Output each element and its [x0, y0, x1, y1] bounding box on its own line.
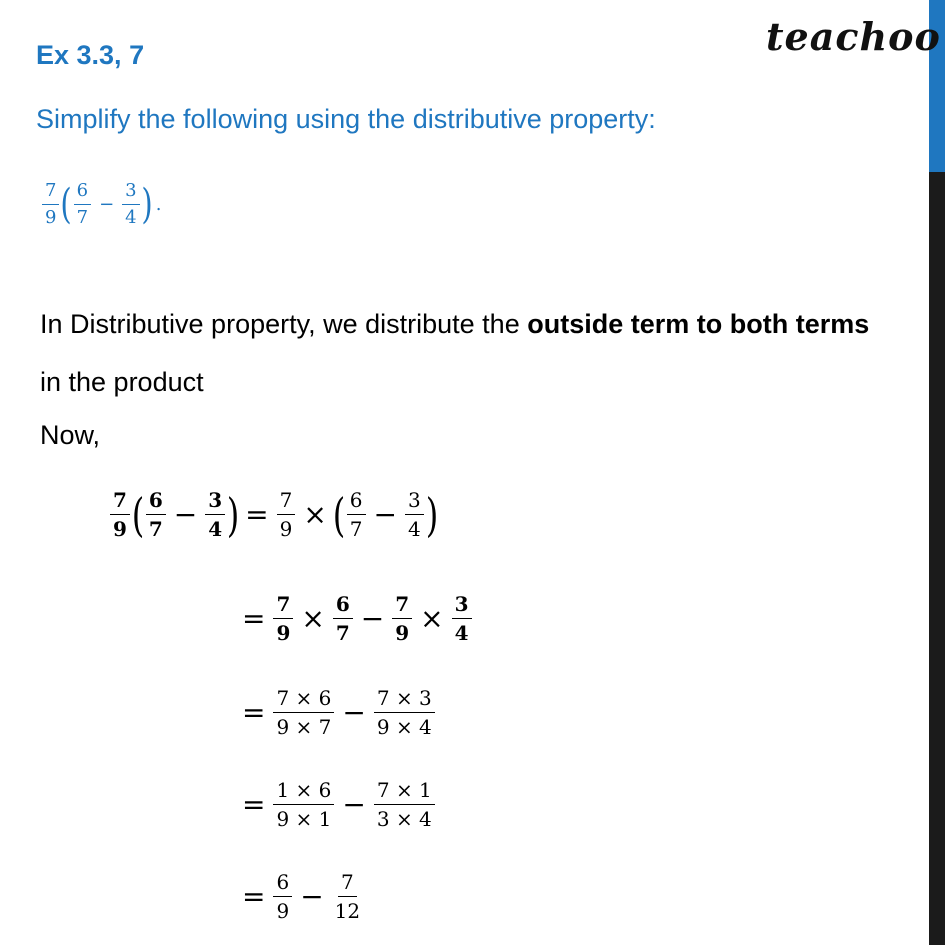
minus-sign: − — [342, 788, 366, 821]
equals-sign: = — [242, 788, 266, 821]
now-label: Now, — [40, 420, 101, 450]
s5-fraction-2: $\frac{7}{12}$ — [334, 870, 361, 923]
s2-fraction-b: $\frac{6}{7}$ — [333, 594, 353, 643]
minus-sign: − — [99, 194, 115, 215]
equals-sign: = — [242, 602, 266, 635]
right-paren: ) — [141, 179, 153, 228]
step-row-4 — [236, 780, 437, 829]
minus-sign: − — [300, 880, 324, 913]
s1-fraction-c: $\frac{3}{4}$ — [405, 490, 424, 539]
explanation-bold-text: outside term to both terms — [527, 309, 870, 339]
teachoo-logo: teachoo — [766, 14, 941, 59]
s5-fraction-1: $\frac{6}{9}$ — [273, 872, 292, 921]
times-sign: × — [301, 602, 325, 635]
fraction-3-4: $\frac{3}{4}$ — [122, 182, 139, 227]
step-row-3 — [236, 688, 437, 737]
s1-right-paren: ) — [425, 487, 438, 542]
explanation-text-1: In Distributive property, we distribute the — [40, 309, 528, 339]
explanation-text-2: in the product — [40, 367, 204, 397]
times-sign: × — [303, 498, 327, 531]
minus-sign: − — [360, 602, 385, 635]
question-prompt: Simplify the following using the distributive property: — [36, 104, 656, 134]
s2-fraction-c: $\frac{7}{9}$ — [392, 594, 412, 643]
s3-fraction-2: $\frac{7 \times 3}{9 \times 4}$ — [374, 688, 435, 737]
s2-fraction-a: $\frac{7}{9}$ — [273, 594, 293, 643]
s3-fraction-1: $\frac{7 \times 6}{9 \times 7}$ — [273, 688, 334, 737]
s1-fraction-a: $\frac{7}{9}$ — [277, 490, 296, 539]
lhs-fraction-a: $\frac{7}{9}$ — [110, 490, 130, 539]
s1-minus: − — [373, 498, 397, 531]
question-expression — [40, 179, 162, 228]
step-row-5 — [236, 872, 365, 921]
page-title: Ex 3.3, 7 — [36, 40, 145, 70]
step-row-1 — [108, 487, 438, 542]
s4-fraction-1: $\frac{1 \times 6}{9 \times 1}$ — [273, 780, 334, 829]
lhs-fraction-b: $\frac{6}{7}$ — [146, 490, 166, 539]
period: . — [155, 194, 162, 215]
equals-sign: = — [245, 498, 269, 531]
lhs-right-paren: ) — [226, 487, 240, 542]
left-paren: ( — [60, 179, 73, 228]
equals-sign: = — [242, 696, 266, 729]
lhs-minus: − — [173, 498, 198, 531]
s4-fraction-2: $\frac{7 \times 1}{3 \times 4}$ — [374, 780, 435, 829]
lhs-left-paren: ( — [131, 487, 145, 542]
minus-sign: − — [342, 696, 366, 729]
step-row-2 — [236, 594, 474, 643]
s1-fraction-b: $\frac{6}{7}$ — [347, 490, 366, 539]
fraction-7-9: $\frac{7}{9}$ — [42, 182, 59, 227]
lhs-fraction-c: $\frac{3}{4}$ — [205, 490, 225, 539]
s1-left-paren: ( — [332, 487, 346, 542]
s2-fraction-d: $\frac{3}{4}$ — [452, 594, 472, 643]
equals-sign: = — [242, 880, 266, 913]
times-sign-2: × — [420, 602, 444, 635]
fraction-6-7: $\frac{6}{7}$ — [74, 182, 91, 227]
explanation-paragraph — [40, 295, 890, 411]
